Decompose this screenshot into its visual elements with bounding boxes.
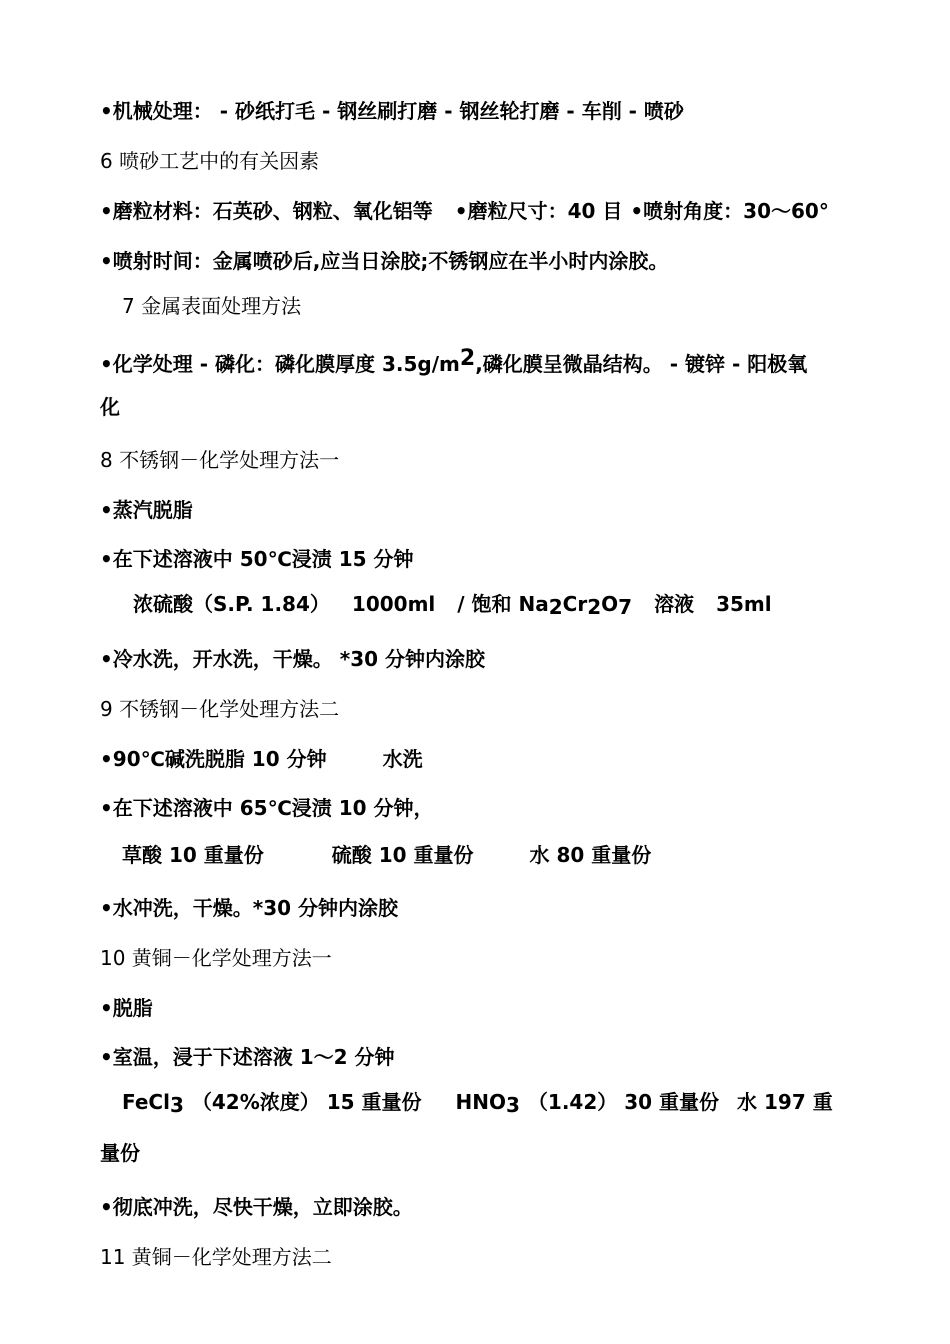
text-line xyxy=(100,546,414,572)
formula-line xyxy=(122,842,651,868)
water-text: 水 80 重量份 xyxy=(529,843,652,867)
subscript: 3 xyxy=(506,1093,520,1117)
heading-6: 6 喷砂工艺中的有关因素 xyxy=(100,149,320,173)
heading-7: 7 金属表面处理方法 xyxy=(122,294,302,318)
alkali-wash-text: •90℃碱洗脱脂 10 分钟 xyxy=(100,747,327,771)
heading-11: 11 黄铜－化学处理方法二 xyxy=(100,1245,332,1269)
immersion-text: •在下述溶液中 50℃浸渍 15 分钟 xyxy=(100,547,414,571)
subscript: 2 xyxy=(587,595,602,619)
final-rinse-text: •彻底冲洗，尽快干燥，立即涂胶。 xyxy=(100,1195,413,1219)
heading-9: 9 不锈钢－化学处理方法二 xyxy=(100,697,340,721)
rinse-text: •水冲洗，干燥。*30 分钟内涂胶 xyxy=(100,896,399,920)
section-heading xyxy=(100,945,332,971)
formula-line xyxy=(133,591,772,620)
formula-part: O xyxy=(601,592,619,616)
text-line xyxy=(100,198,829,224)
steam-degrease-text: •蒸汽脱脂 xyxy=(100,498,193,522)
oxalic-acid-text: 草酸 10 重量份 xyxy=(122,843,264,867)
sulfuric-acid-text: 浓硫酸（S.P. 1.84） xyxy=(133,592,330,616)
text-line xyxy=(100,1044,395,1070)
formula-line xyxy=(122,1089,833,1118)
text-line xyxy=(100,995,153,1021)
dichromate-label: / 饱和 Na xyxy=(457,592,549,616)
phosphating-text-cont: ,磷化膜呈微晶结构。 - 镀锌 - 阳极氧 xyxy=(475,352,808,376)
mechanical-treatment-text: •机械处理： - 砂纸打毛 - 钢丝刷打磨 - 钢丝轮打磨 - 车削 - 喷砂 xyxy=(100,99,684,123)
abrasive-material-text: •磨粒材料：石英砂、钢粒、氧化铝等 xyxy=(100,199,433,223)
text-line xyxy=(100,795,434,821)
sulfuric-acid-text: 硫酸 10 重量份 xyxy=(331,843,474,867)
wrapped-text: 化 xyxy=(100,395,120,419)
text-line xyxy=(100,1140,140,1166)
section-heading xyxy=(100,1244,332,1270)
subscript: 3 xyxy=(169,1093,184,1117)
subscript: 2 xyxy=(548,595,563,619)
ferric-chloride-text: FeCl xyxy=(122,1090,170,1114)
water-text: 水 197 重 xyxy=(737,1090,833,1114)
water-wash-text: 水洗 xyxy=(382,747,423,771)
subscript: 7 xyxy=(618,595,633,619)
heading-10: 10 黄铜－化学处理方法一 xyxy=(100,946,332,970)
volume-text: 35ml xyxy=(716,592,772,616)
immersion-text: •室温，浸于下述溶液 1～2 分钟 xyxy=(100,1045,395,1069)
abrasive-size-text: •磨粒尺寸：40 目 xyxy=(454,199,623,223)
ferric-chloride-amount: （42%浓度） 15 重量份 xyxy=(191,1090,422,1114)
superscript: 2 xyxy=(459,346,476,371)
spray-time-text: •喷射时间：金属喷砂后,应当日涂胶;不锈钢应在半小时内涂胶。 xyxy=(100,249,669,273)
text-line xyxy=(100,98,684,124)
text-line xyxy=(100,1194,413,1220)
solution-text: 溶液 xyxy=(654,592,695,616)
rinse-text: •冷水洗，开水洗，干燥。 *30 分钟内涂胶 xyxy=(100,647,485,671)
text-line xyxy=(100,746,423,772)
spray-angle-text: •喷射角度：30～60° xyxy=(630,199,829,223)
section-heading xyxy=(100,447,339,473)
degrease-text: •脱脂 xyxy=(100,996,153,1020)
section-heading xyxy=(122,293,301,319)
nitric-acid-amount: （1.42） 30 重量份 xyxy=(527,1090,720,1114)
section-heading xyxy=(100,148,319,174)
phosphating-text: •化学处理 - 磷化：磷化膜厚度 3.5g/m xyxy=(100,352,460,376)
text-line xyxy=(100,248,668,274)
formula-part: Cr xyxy=(562,592,588,616)
nitric-acid-text: HNO xyxy=(455,1090,506,1114)
text-line xyxy=(100,646,485,672)
text-line xyxy=(100,895,398,921)
section-heading xyxy=(100,696,339,722)
text-line xyxy=(100,346,807,377)
immersion-text: •在下述溶液中 65℃浸渍 10 分钟， xyxy=(100,796,434,820)
wrapped-text: 量份 xyxy=(100,1141,140,1165)
volume-text: 1000ml xyxy=(351,592,436,616)
text-line xyxy=(100,394,120,420)
heading-8: 8 不锈钢－化学处理方法一 xyxy=(100,448,340,472)
text-line xyxy=(100,497,193,523)
